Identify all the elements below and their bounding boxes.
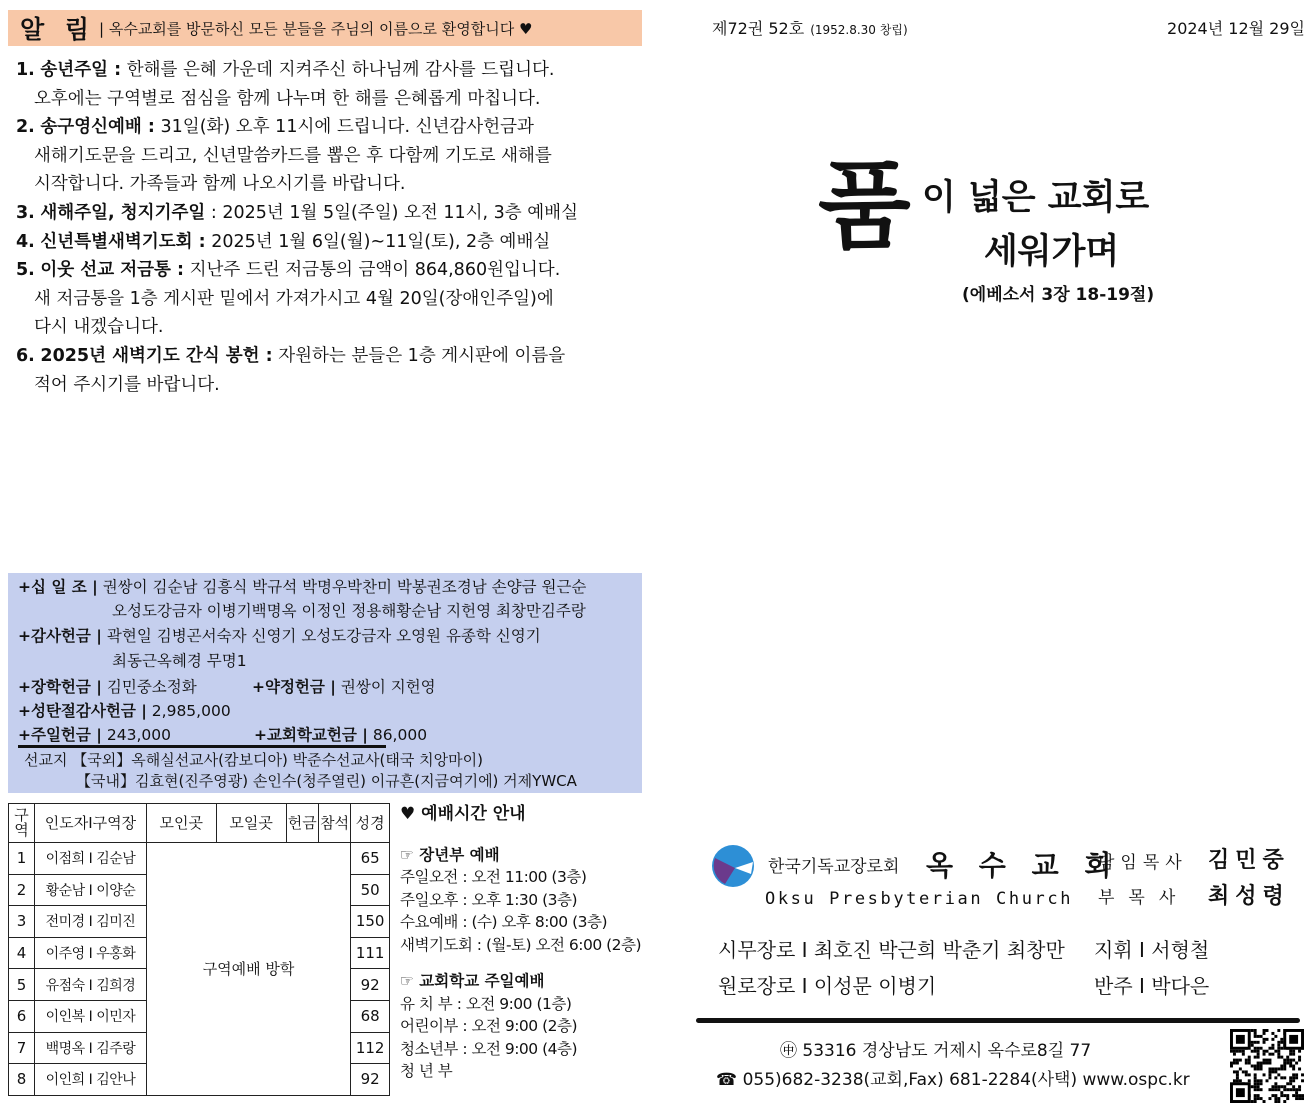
theme-line-1: 이 넓은 교회로 xyxy=(922,178,1150,218)
volume-info xyxy=(712,16,908,39)
scholar-row xyxy=(18,675,197,697)
senior-pastor-role: 담임목사 xyxy=(1098,853,1188,873)
notice-heading: 새해주일, 청지기주일 xyxy=(40,202,206,223)
notice-text: 자원하는 분들은 1층 게시판에 이름을 xyxy=(278,345,566,366)
adult-worship-item: 수요예배 : (수) 오후 8:00 (3층) xyxy=(400,913,607,931)
tithe-names-1: 권쌍이 김순남 김흥식 박규석 박명우박찬미 박봉권조경남 손양금 원근순 xyxy=(102,578,587,596)
christmas-row xyxy=(18,699,231,721)
district-leader: 이점희 I 김순남 xyxy=(35,843,147,875)
district-number: 8 xyxy=(9,1064,35,1096)
notice-title: 알 림 xyxy=(20,15,96,44)
col-leader: 인도자I구역장 xyxy=(35,804,147,843)
school-worship-title: ☞ 교회학교 주일예배 xyxy=(400,972,545,990)
col-attendance: 참석 xyxy=(318,804,350,843)
col-met-place: 모인곳 xyxy=(146,804,216,843)
notice-subtitle: | 옥수교회를 방문하신 모든 분들을 주님의 이름으로 환영합니다 ♥ xyxy=(99,19,533,38)
district-bible-count: 92 xyxy=(351,1064,390,1096)
tithe-row xyxy=(18,575,586,597)
notice-heading: 송구영신예배 : xyxy=(40,117,155,138)
district-bible-count: 92 xyxy=(351,969,390,1001)
thanks-row xyxy=(18,624,541,646)
district-bible-count: 50 xyxy=(351,874,390,906)
choir-conductor: 지휘 I 서형철 xyxy=(1094,938,1210,962)
district-number: 6 xyxy=(9,1000,35,1032)
district-bible-count: 150 xyxy=(351,906,390,938)
theme-big-character: 품 xyxy=(818,150,911,262)
notice-text: 지난주 드린 저금통의 금액이 864,860원입니다. xyxy=(189,260,561,281)
district-leader: 황순남 I 이양순 xyxy=(35,874,147,906)
notice-text: 새해기도문을 드리고, 신년말씀카드를 뽑은 후 다함께 기도로 새해를 xyxy=(34,145,552,166)
tithe-names-2: 오성도강금자 이병기백명옥 이정인 정용해황순남 지헌영 최창만김주랑 xyxy=(112,602,586,620)
volume-number: 제72권 52호 xyxy=(712,19,805,38)
christmas-value: 2,985,000 xyxy=(151,702,231,720)
denomination: 한국기독교장로회 xyxy=(768,857,900,877)
district-number: 7 xyxy=(9,1032,35,1064)
church-logo-icon xyxy=(711,844,755,888)
pianist: 반주 I 박다은 xyxy=(1094,974,1210,998)
school-worship-item: 어린이부 : 오전 9:00 (2층) xyxy=(400,1017,578,1035)
notice-heading: 신년특별새벽기도회 : xyxy=(40,231,206,252)
senior-pastor-name: 김민중 xyxy=(1208,848,1290,873)
notice-list xyxy=(16,56,646,399)
school-worship-item: 청 년 부 xyxy=(400,1062,453,1080)
school-worship-item: 유 치 부 : 오전 9:00 (1층) xyxy=(400,994,572,1013)
offerings-box xyxy=(8,573,642,793)
district-leader: 유점숙 I 김희경 xyxy=(35,969,147,1001)
district-bible-count: 68 xyxy=(351,1000,390,1032)
notice-item xyxy=(16,113,646,199)
notice-text: : 2025년 1월 5일(주일) 오전 11시, 3층 예배실 xyxy=(210,202,578,223)
sunday-value: 243,000 xyxy=(106,726,171,744)
pledge-label: +약정헌금 | xyxy=(252,678,336,696)
associate-pastor-name: 최성령 xyxy=(1208,884,1290,909)
district-number: 4 xyxy=(9,937,35,969)
church-contact: ☎ 055)682-3238(교회,Fax) 681-2284(사택) www.ospc.kr xyxy=(716,1070,1190,1090)
col-district: 구역 xyxy=(9,804,35,843)
church-address: ㊥ 53316 경상남도 거제시 옥수로8길 77 xyxy=(780,1041,1092,1061)
christmas-label: +성탄절감사헌금 | xyxy=(18,702,147,720)
qr-code-icon[interactable] xyxy=(1230,1029,1304,1103)
thanks-names-2: 최동근옥혜경 무명1 xyxy=(112,652,247,670)
notice-item xyxy=(16,228,646,257)
offering-divider xyxy=(18,745,386,748)
tithe-label: +십 일 조 | xyxy=(18,578,98,596)
associate-pastor-role: 부목사 xyxy=(1098,888,1190,908)
notice-heading: 송년주일 : xyxy=(40,60,122,80)
school-offering-value: 86,000 xyxy=(372,726,428,744)
adult-worship-title: ☞ 장년부 예배 xyxy=(400,845,500,864)
school-worship-item: 청소년부 : 오전 9:00 (4층) xyxy=(400,1039,578,1058)
notice-heading: 이웃 선교 저금통 : xyxy=(40,260,185,281)
district-number: 2 xyxy=(9,874,35,906)
theme-line-2: 세워가며 xyxy=(984,232,1120,272)
notice-text: 시작합니다. 가족들과 함께 나오시기를 바랍니다. xyxy=(34,174,406,195)
district-number: 5 xyxy=(9,969,35,1001)
adult-worship-item: 새벽기도회 : (월-토) 오전 6:00 (2층) xyxy=(400,935,642,954)
district-table xyxy=(8,803,390,1096)
thanks-label: +감사헌금 | xyxy=(18,627,102,645)
notice-text: 적어 주시기를 바랍니다. xyxy=(34,374,220,395)
notice-number: 5. xyxy=(16,260,35,281)
district-number: 1 xyxy=(9,843,35,875)
notice-item xyxy=(16,199,646,228)
active-elders: 시무장로 I 최호진 박근희 박춘기 최창만 xyxy=(718,938,1065,962)
worship-title: ♥ 예배시간 안내 xyxy=(400,804,526,824)
notice-item xyxy=(16,56,646,113)
sunday-label: +주일헌금 | xyxy=(18,726,102,744)
notice-item xyxy=(16,342,646,399)
worship-times xyxy=(400,803,690,1083)
adult-worship-item: 주일오후 : 오후 1:30 (3층) xyxy=(400,890,578,909)
notice-number: 3. xyxy=(16,202,35,223)
church-english-name: Oksu Presbyterian Church xyxy=(765,889,1074,909)
missionary-line-2: 【국내】김효현(진주영광) 손인수(청주열린) 이규흔(지금여기에) 거제YWCA xyxy=(76,772,577,790)
notice-text: 31일(화) 오후 11시에 드립니다. 신년감사헌금과 xyxy=(160,117,534,138)
col-offering: 헌금 xyxy=(286,804,318,843)
notice-heading: 2025년 새벽기도 간식 봉헌 : xyxy=(40,345,273,366)
school-offering-row xyxy=(254,723,427,745)
retired-elders: 원로장로 I 이성문 이병기 xyxy=(718,974,937,998)
district-bible-count: 111 xyxy=(351,937,390,969)
table-row xyxy=(9,843,390,875)
district-merged-note: 구역예배 방학 xyxy=(146,843,351,1096)
notice-number: 4. xyxy=(16,231,35,252)
founded-date: (1952.8.30 창립) xyxy=(810,23,908,37)
thanks-names-1: 곽현일 김병곤서숙자 신영기 오성도강금자 오영원 유종학 신영기 xyxy=(106,627,541,645)
notice-text: 2025년 1월 6일(월)~11일(토), 2층 예배실 xyxy=(211,231,551,252)
issue-date: 2024년 12월 29일 xyxy=(1167,19,1305,38)
pledge-row xyxy=(252,675,436,697)
district-leader: 이인복 I 이민자 xyxy=(35,1000,147,1032)
notice-text: 한해를 은혜 가운데 지켜주신 하나님께 감사를 드립니다. xyxy=(126,60,555,80)
scholar-value: 김민중소정화 xyxy=(106,678,197,696)
district-bible-count: 65 xyxy=(351,843,390,875)
sunday-row xyxy=(18,723,171,745)
district-leader: 이주영 I 우홍화 xyxy=(35,937,147,969)
notice-item xyxy=(16,256,646,342)
adult-worship-item: 주일오전 : 오전 11:00 (3층) xyxy=(400,868,587,886)
district-bible-count: 112 xyxy=(351,1032,390,1064)
church-name: 옥 수 교 회 xyxy=(926,849,1120,882)
notice-text: 오후에는 구역별로 점심을 함께 나누며 한 해를 은혜롭게 마칩니다. xyxy=(34,88,541,109)
notice-number: 2. xyxy=(16,117,35,138)
district-leader: 이인희 I 김안나 xyxy=(35,1064,147,1096)
footer-rule xyxy=(696,1018,1300,1023)
col-bible: 성경 xyxy=(351,804,390,843)
district-header-row xyxy=(9,804,390,843)
notice-text: 다시 내겠습니다. xyxy=(34,317,164,338)
district-leader: 전미경 I 김미진 xyxy=(35,906,147,938)
missionary-line-1: 선교지 【국외】옥해실선교사(캄보디아) 박준수선교사(태국 치앙마이) xyxy=(24,751,483,769)
theme-verse: (에베소서 3장 18-19절) xyxy=(962,285,1155,305)
notice-text: 새 저금통을 1층 게시판 밑에서 가져가시고 4월 20일(장애인주일)에 xyxy=(34,288,554,309)
pledge-value: 권쌍이 지헌영 xyxy=(340,678,436,696)
col-meet-place: 모일곳 xyxy=(216,804,286,843)
notice-header xyxy=(8,10,642,46)
notice-number: 1. xyxy=(16,60,35,80)
notice-number: 6. xyxy=(16,345,35,366)
district-leader: 백명옥 I 김주랑 xyxy=(35,1032,147,1064)
district-number: 3 xyxy=(9,906,35,938)
scholar-label: +장학헌금 | xyxy=(18,678,102,696)
school-offering-label: +교회학교헌금 | xyxy=(254,726,368,744)
